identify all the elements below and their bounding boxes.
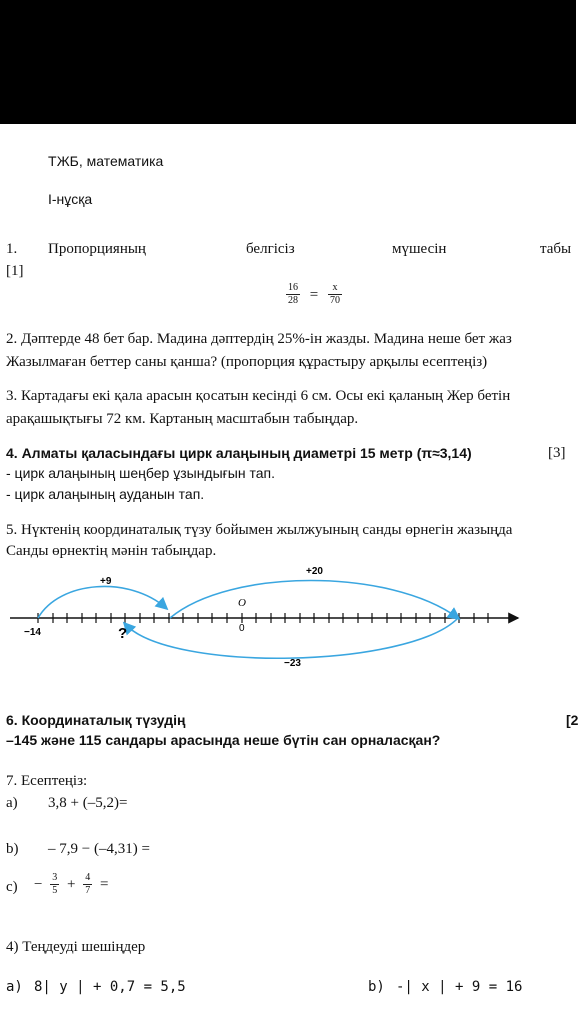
q7-c-f1-num: 3: [52, 872, 58, 883]
q7-a-expression: 3,8 + (–5,2)=: [48, 795, 128, 811]
q3-line-1: 3. Картадағы екі қала арасын қосатын кесінді 6 см. Осы екі қаланың Жер бетін: [6, 388, 511, 404]
q7-c-fraction-1: [50, 872, 59, 897]
label-minus-14: −14: [24, 627, 41, 638]
q1-word-4: табы: [540, 241, 572, 257]
label-question: ?: [118, 625, 128, 642]
q1-frac1-den: 28: [288, 295, 298, 306]
q7-a-label: a): [6, 795, 18, 811]
q7-title: 7. Есептеңіз:: [6, 773, 88, 789]
q7-c-f2-num: 4: [85, 872, 91, 883]
q2-line-1: 2. Дәптерде 48 бет бар. Мадина дәптердің 25%-ін жазды. Мадина неше бет жаз: [6, 331, 512, 347]
top-black-bar: [0, 0, 576, 124]
label-origin: O: [238, 597, 246, 609]
q1-word-1: Пропорцияның: [48, 241, 146, 257]
arc-minus-23: [125, 618, 458, 658]
q8-b-expression: -| x | + 9 = 16: [396, 979, 523, 995]
q7-c-f1-den: 5: [52, 885, 58, 896]
variant-label: І-нұсқа: [48, 191, 93, 207]
q4-item-2: - цирк алаңының ауданын тап.: [6, 486, 205, 502]
worksheet-page: [0, 124, 576, 1034]
q6-score: [2: [566, 712, 578, 728]
q5-line-1: 5. Нүктенің координаталық түзу бойымен жылжуының санды өрнегін жазыңда: [6, 522, 513, 538]
q1-frac1-num: 16: [288, 282, 298, 293]
label-zero: 0: [239, 623, 245, 634]
q7-c-fraction-2: [83, 872, 92, 897]
q7-c-plus: +: [66, 876, 76, 893]
label-plus-9: +9: [100, 576, 112, 587]
q7-c-equals: =: [99, 876, 109, 893]
label-plus-20: +20: [306, 566, 323, 577]
q7-b-label: b): [6, 841, 19, 857]
q4-item-1: - цирк алаңының шеңбер ұзындығын тап.: [6, 465, 275, 481]
q8-a-label: a): [6, 979, 23, 995]
q1-frac2-den: 70: [329, 295, 340, 306]
q1-fraction-left: [286, 282, 300, 307]
q1-word-3: мүшесін: [392, 241, 447, 257]
q2-line-2: Жазылмаған беттер саны қанша? (пропорция құрастыру арқылы есептеңіз): [6, 354, 488, 370]
q8-a-expression: 8| y | + 0,7 = 5,5: [34, 979, 186, 995]
arc-plus-20: [170, 581, 458, 619]
q1-word-2: белгісіз: [246, 241, 295, 257]
q7-b-expression: – 7,9 − (–4,31) =: [48, 841, 150, 857]
q7-c-label: c): [6, 879, 18, 895]
page-title: ТЖБ, математика: [48, 153, 164, 169]
number-line-diagram: [0, 558, 576, 674]
q3-line-2: арақашықтығы 72 км. Картаның масштабын табыңдар.: [6, 411, 359, 427]
q1-fraction-right: [328, 282, 342, 307]
q1-frac2-num: x: [328, 282, 342, 295]
q1-score: [1]: [6, 263, 24, 279]
q7-c-minus: −: [34, 876, 43, 893]
q6-line-2: –145 және 115 сандары арасында неше бүтін сан орналасқан?: [6, 732, 441, 748]
q7-c-f2-den: 7: [85, 885, 91, 896]
q1-number: 1.: [6, 241, 18, 257]
q1-equals: =: [309, 286, 319, 303]
q5-line-2: Санды өрнектің мәнін табыңдар.: [6, 543, 217, 559]
q4-heading: 4. Алматы қаласындағы цирк алаңының диаметрі 15 метр (π≈3,14): [6, 445, 472, 461]
q7-c-expression: [34, 872, 108, 902]
q1-proportion: [286, 282, 342, 312]
q6-line-1: 6. Координаталық түзудің: [6, 712, 186, 728]
q4-score: [3]: [548, 445, 566, 461]
arc-plus-9: [38, 586, 166, 618]
label-minus-23: −23: [284, 658, 301, 669]
q8-b-label: b): [368, 979, 385, 995]
q8-title: 4) Теңдеуді шешіңдер: [6, 939, 146, 955]
